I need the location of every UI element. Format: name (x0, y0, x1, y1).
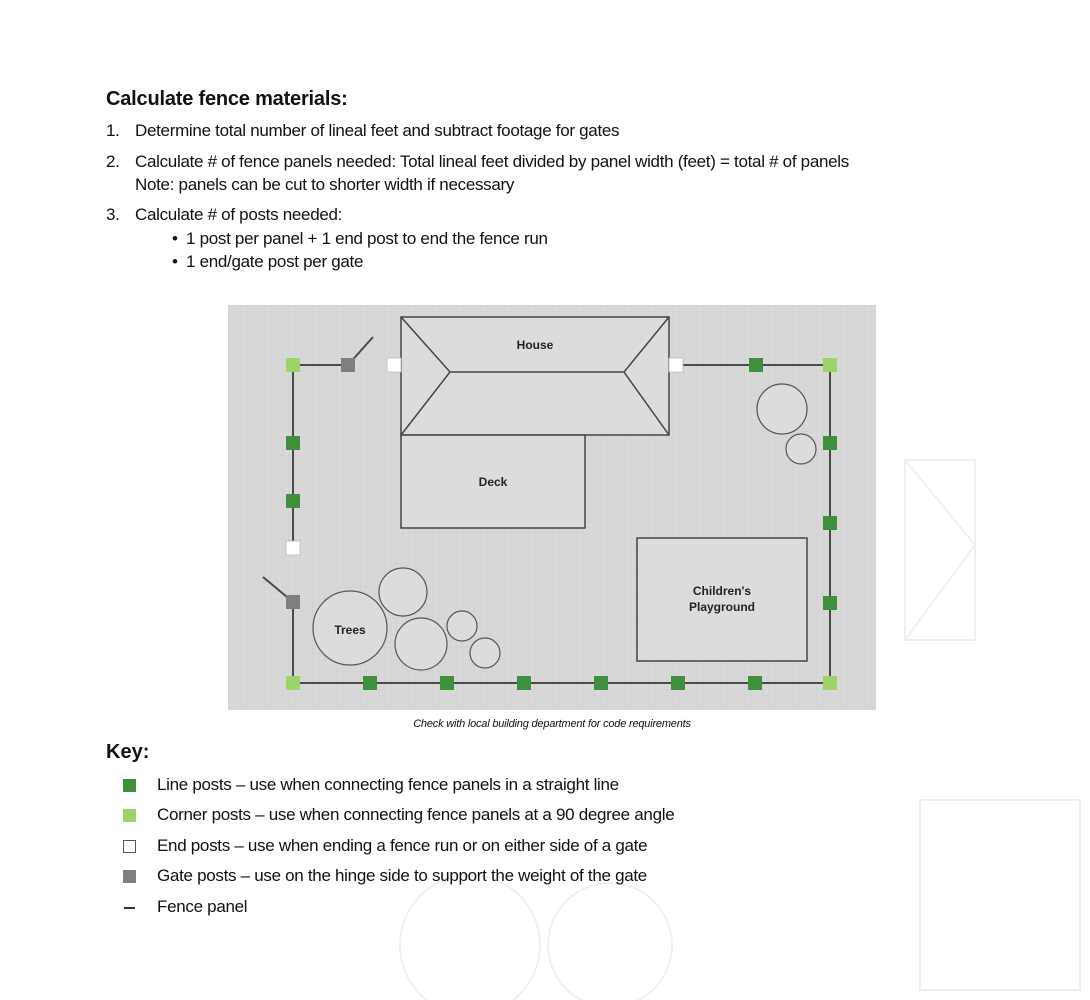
end-post-swatch (123, 840, 136, 853)
step-2 (106, 151, 849, 173)
line-post (363, 676, 377, 690)
childrens-playground (637, 538, 807, 661)
end-post (669, 358, 683, 372)
gate-post-swatch (123, 870, 136, 883)
corner-post (286, 358, 300, 372)
line-post (749, 358, 763, 372)
bullet-item: • 1 end/gate post per gate (172, 252, 364, 271)
corner-post (823, 676, 837, 690)
house-label: House (516, 338, 554, 352)
playground-label-line2: Playground (688, 600, 756, 614)
page-title: Calculate fence materials: (106, 88, 348, 110)
key-item-text: Line posts – use when connecting fence panels in a straight line (157, 775, 619, 794)
step-2-note: Note: panels can be cut to shorter width if necessary (135, 175, 515, 194)
fence-plan-diagram (228, 305, 876, 710)
corner-post (823, 358, 837, 372)
house (401, 317, 669, 435)
line-post (823, 436, 837, 450)
key-item-text: Fence panel (157, 897, 248, 916)
tree (447, 611, 477, 641)
step-number: 1. (106, 121, 120, 140)
corner-post-swatch (123, 809, 136, 822)
tree (470, 638, 500, 668)
trees-label: Trees (334, 623, 366, 637)
line-post (594, 676, 608, 690)
step-number: 2. (106, 152, 120, 171)
step-3 (106, 204, 342, 226)
bullet-item: • 1 post per panel + 1 end post to end the fence run (172, 229, 548, 248)
line-post (440, 676, 454, 690)
deck (401, 435, 585, 528)
diagram-caption: Check with local building department for code requirements (413, 718, 691, 730)
key-item-text: End posts – use when ending a fence run or on either side of a gate (157, 836, 648, 855)
line-post-swatch (123, 779, 136, 792)
tree (379, 568, 427, 616)
line-post (671, 676, 685, 690)
fence-panel-swatch (124, 907, 135, 909)
tree (395, 618, 447, 670)
line-post (823, 516, 837, 530)
gate-post (286, 595, 300, 609)
corner-post (286, 676, 300, 690)
key-item-text: Corner posts – use when connecting fence panels at a 90 degree angle (157, 805, 675, 824)
step-text: Calculate # of fence panels needed: Total lineal feet divided by panel width (feet) = total # of panels (135, 152, 849, 171)
step-text: Calculate # of posts needed: (135, 205, 343, 224)
tree (757, 384, 807, 434)
line-post (748, 676, 762, 690)
gate-post (341, 358, 355, 372)
end-post (286, 541, 300, 555)
end-post (387, 358, 401, 372)
line-post (286, 436, 300, 450)
line-post (517, 676, 531, 690)
key-title: Key: (106, 741, 150, 763)
step-1 (106, 120, 619, 142)
line-post (823, 596, 837, 610)
key-item-text: Gate posts – use on the hinge side to support the weight of the gate (157, 866, 647, 885)
step-number: 3. (106, 205, 120, 224)
deck-label: Deck (478, 475, 508, 489)
line-post (286, 494, 300, 508)
tree (786, 434, 816, 464)
step-text: Determine total number of lineal feet and subtract footage for gates (135, 121, 620, 140)
playground-label-line1: Children's (692, 584, 752, 598)
